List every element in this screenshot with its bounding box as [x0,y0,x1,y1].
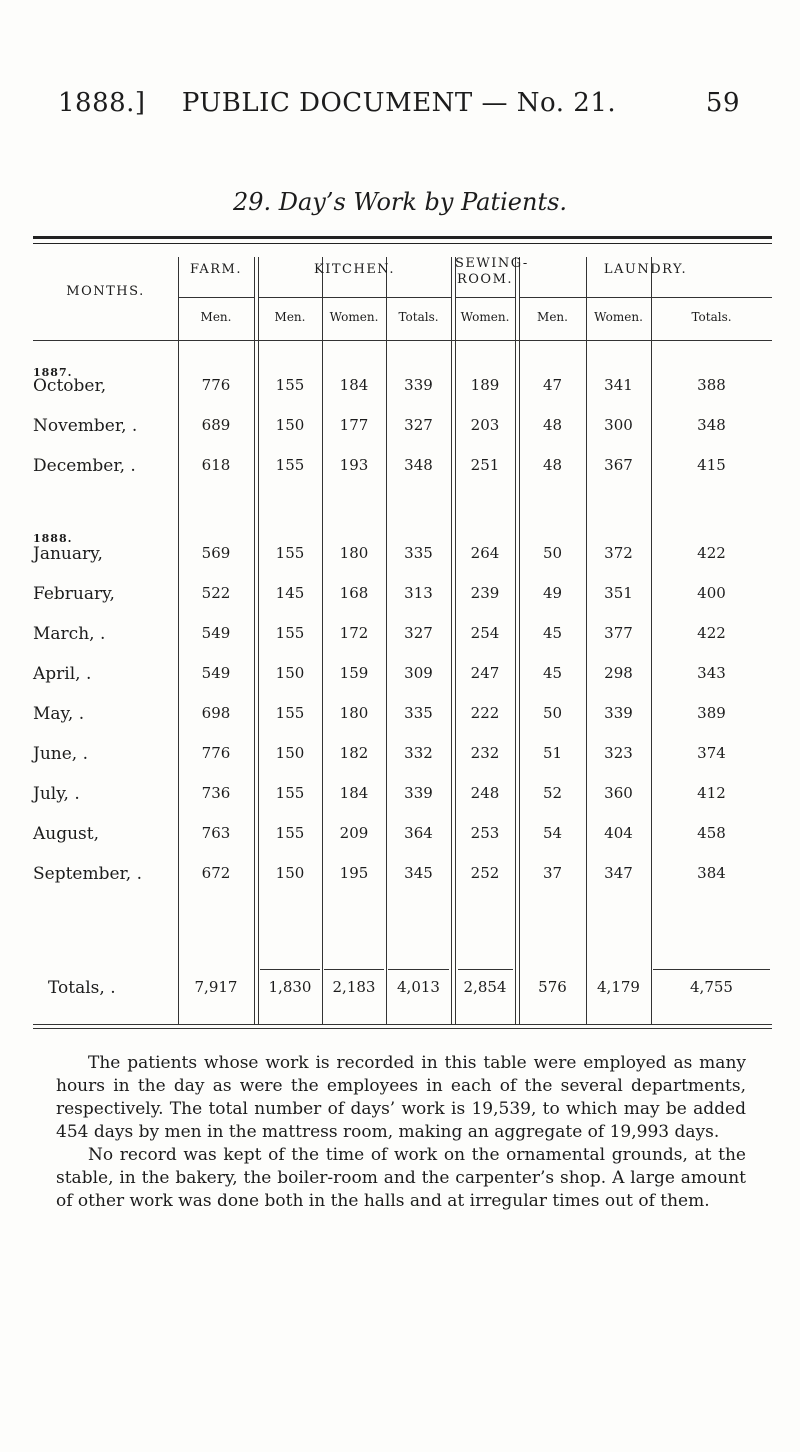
year-label-1887: 1887. [33,366,73,379]
cell-l-women: 351 [604,584,633,602]
cell-l-totals: 374 [697,744,726,762]
cell-s-women: 247 [470,664,500,682]
cell-k-men: 155 [275,784,305,802]
laundry-totals-header: Totals. [691,310,732,324]
month-label: August, [33,824,100,844]
cell-k-totals: 335 [404,704,433,722]
totals-row [0,978,800,1018]
body-text [56,1052,746,1213]
cell-s-women: 253 [470,824,500,842]
cell-l-men: 54 [542,824,563,842]
cell-k-women: 177 [339,416,369,434]
cell-k-men: 145 [275,584,305,602]
sewing-women-header: Women. [460,310,510,324]
month-label: September, . [33,864,143,884]
laundry-men-header: Men. [537,310,568,324]
cell-l-women: 339 [604,704,633,722]
cell-l-men: 50 [542,704,563,722]
sum-rule [388,969,449,970]
table-row [0,824,800,864]
cell-farm-men: 736 [201,784,231,802]
cell-s-women: 251 [470,456,500,474]
cell-k-totals: 327 [404,416,433,434]
sum-rule [324,969,384,970]
cell-l-totals: 388 [697,376,726,394]
kitchen-header: KITCHEN. [314,262,395,277]
cell-k-men: 155 [275,544,305,562]
month-label: May, . [33,704,85,724]
table-caption: 29. Day’s Work by Patients. [232,188,568,216]
cell-k-men: 150 [275,416,305,434]
sum-rule [260,969,320,970]
month-label: December, . [33,456,136,476]
paragraph: The patients whose work is recorded in this table were employed as many hours in the day as were the employees in each of the several departments, respectively. The total number of days’ work is 19,539, to which may be added 454 days by men in the mattress room, making an aggregate of 19,993 days. [56,1053,746,1142]
cell-s-women: 232 [470,744,500,762]
cell-l-men: 50 [542,544,563,562]
table-row [0,664,800,704]
cell-l-totals: 422 [697,544,726,562]
cell-k-men: 155 [275,624,305,642]
cell-k-men: 155 [275,456,305,474]
table-row [0,624,800,664]
cell-k-women: 180 [339,704,369,722]
totals-label: Totals, . [48,978,116,998]
table-row [0,744,800,784]
cell-k-totals: 345 [404,864,433,882]
header-rule [519,297,772,298]
cell-s-women: 203 [470,416,500,434]
cell-l-women: 360 [604,784,633,802]
cell-k-totals: 332 [404,744,433,762]
cell-k-men: 155 [275,824,305,842]
cell-farm-men: 569 [201,544,231,562]
cell-l-totals: 422 [697,624,726,642]
cell-s-women: 264 [470,544,500,562]
month-label: July, . [33,784,80,804]
cell-l-totals: 384 [697,864,726,882]
cell-k-men: 150 [275,864,305,882]
cell-l-totals: 348 [697,416,726,434]
cell-farm-men: 763 [201,824,231,842]
cell-s-women: 239 [470,584,500,602]
cell-l-men: 52 [542,784,563,802]
table-row [0,704,800,744]
kitchen-men-header: Men. [274,310,306,324]
cell-l-women: 372 [604,544,633,562]
cell-l-men: 576 [538,978,567,996]
laundry-header: LAUNDRY. [603,262,688,277]
cell-k-totals: 339 [404,376,433,394]
laundry-women-header: Women. [594,310,643,324]
cell-l-men: 48 [542,416,563,434]
cell-l-men: 48 [542,456,563,474]
farm-header: FARM. [189,262,242,277]
cell-l-totals: 415 [697,456,726,474]
cell-l-women: 367 [604,456,633,474]
kitchen-totals-header: Totals. [398,310,439,324]
cell-k-women: 184 [339,376,369,394]
cell-k-totals: 309 [404,664,433,682]
cell-k-women: 159 [339,664,369,682]
cell-l-totals: 412 [697,784,726,802]
cell-k-totals: 327 [404,624,433,642]
month-label: October, [33,376,107,396]
cell-s-women: 2,854 [463,978,507,996]
table-row [0,784,800,824]
cell-k-men: 150 [275,744,305,762]
header-rule [178,297,254,298]
cell-s-women: 254 [470,624,500,642]
cell-k-women: 184 [339,784,369,802]
cell-s-women: 248 [470,784,500,802]
cell-farm-men: 7,917 [194,978,238,996]
cell-farm-men: 672 [201,864,231,882]
cell-k-women: 2,183 [332,978,376,996]
cell-l-women: 347 [604,864,633,882]
cell-s-women: 252 [470,864,500,882]
sum-rule [653,969,770,970]
table-row [0,376,800,416]
cell-l-totals: 343 [697,664,726,682]
cell-l-totals: 458 [697,824,726,842]
cell-l-men: 51 [542,744,563,762]
cell-k-women: 182 [339,744,369,762]
cell-k-totals: 348 [404,456,433,474]
table-row [0,456,800,496]
cell-l-totals: 4,755 [690,978,733,996]
cell-l-men: 47 [542,376,563,394]
header-bottom-rule [33,340,772,341]
month-label: February, [33,584,115,604]
month-label: January, [33,544,103,564]
cell-k-totals: 364 [404,824,433,842]
kitchen-women-header: Women. [329,310,379,324]
year-label-1888: 1888. [33,532,73,545]
month-label: November, . [33,416,138,436]
header-rule [258,297,451,298]
cell-l-women: 300 [604,416,633,434]
cell-l-women: 341 [604,376,633,394]
table-top-rule [33,236,772,244]
table-row [0,416,800,456]
cell-k-women: 193 [339,456,369,474]
months-header: MONTHS. [66,284,145,299]
cell-k-women: 180 [339,544,369,562]
cell-k-men: 155 [275,704,305,722]
table-row [0,864,800,904]
table-row [0,584,800,624]
cell-k-men: 150 [275,664,305,682]
month-label: April, . [33,664,92,684]
cell-l-men: 49 [542,584,563,602]
cell-l-men: 45 [542,624,563,642]
cell-l-women: 4,179 [597,978,640,996]
page-number: 59 [705,88,740,118]
month-label: June, . [33,744,88,764]
header-year: 1888.] [58,88,146,118]
table-bottom-rule [33,1024,772,1029]
cell-farm-men: 776 [201,744,231,762]
cell-k-totals: 339 [404,784,433,802]
cell-s-women: 189 [470,376,500,394]
cell-farm-men: 549 [201,624,231,642]
cell-farm-men: 698 [201,704,231,722]
cell-k-totals: 313 [404,584,433,602]
cell-l-women: 377 [604,624,633,642]
cell-l-men: 37 [542,864,563,882]
cell-s-women: 222 [470,704,500,722]
paragraph: No record was kept of the time of work on the ornamental grounds, at the stable, in the bakery, the boiler-room and the carpenter’s shop. A large amount of other work was done both in the halls and at irregular times out of them. [56,1145,746,1211]
month-label: March, . [33,624,106,644]
cell-l-men: 45 [542,664,563,682]
cell-k-women: 172 [339,624,369,642]
cell-k-totals: 4,013 [397,978,440,996]
cell-l-women: 298 [604,664,633,682]
cell-farm-men: 522 [201,584,231,602]
header-title: PUBLIC DOCUMENT — No. 21. [181,88,617,118]
sum-rule [458,969,513,970]
cell-l-totals: 400 [697,584,726,602]
sewing-room-header: SEWING-ROOM. [455,256,529,287]
cell-k-totals: 335 [404,544,433,562]
cell-farm-men: 689 [201,416,231,434]
cell-l-women: 404 [604,824,633,842]
cell-k-women: 195 [339,864,369,882]
cell-farm-men: 549 [201,664,231,682]
cell-k-men: 155 [275,376,305,394]
cell-k-men: 1,830 [268,978,312,996]
cell-farm-men: 618 [201,456,231,474]
header-rule [455,297,515,298]
cell-l-women: 323 [604,744,633,762]
cell-k-women: 168 [339,584,369,602]
farm-men-header: Men. [200,310,232,324]
cell-l-totals: 389 [697,704,726,722]
table-row [0,544,800,584]
cell-k-women: 209 [339,824,369,842]
cell-farm-men: 776 [201,376,231,394]
